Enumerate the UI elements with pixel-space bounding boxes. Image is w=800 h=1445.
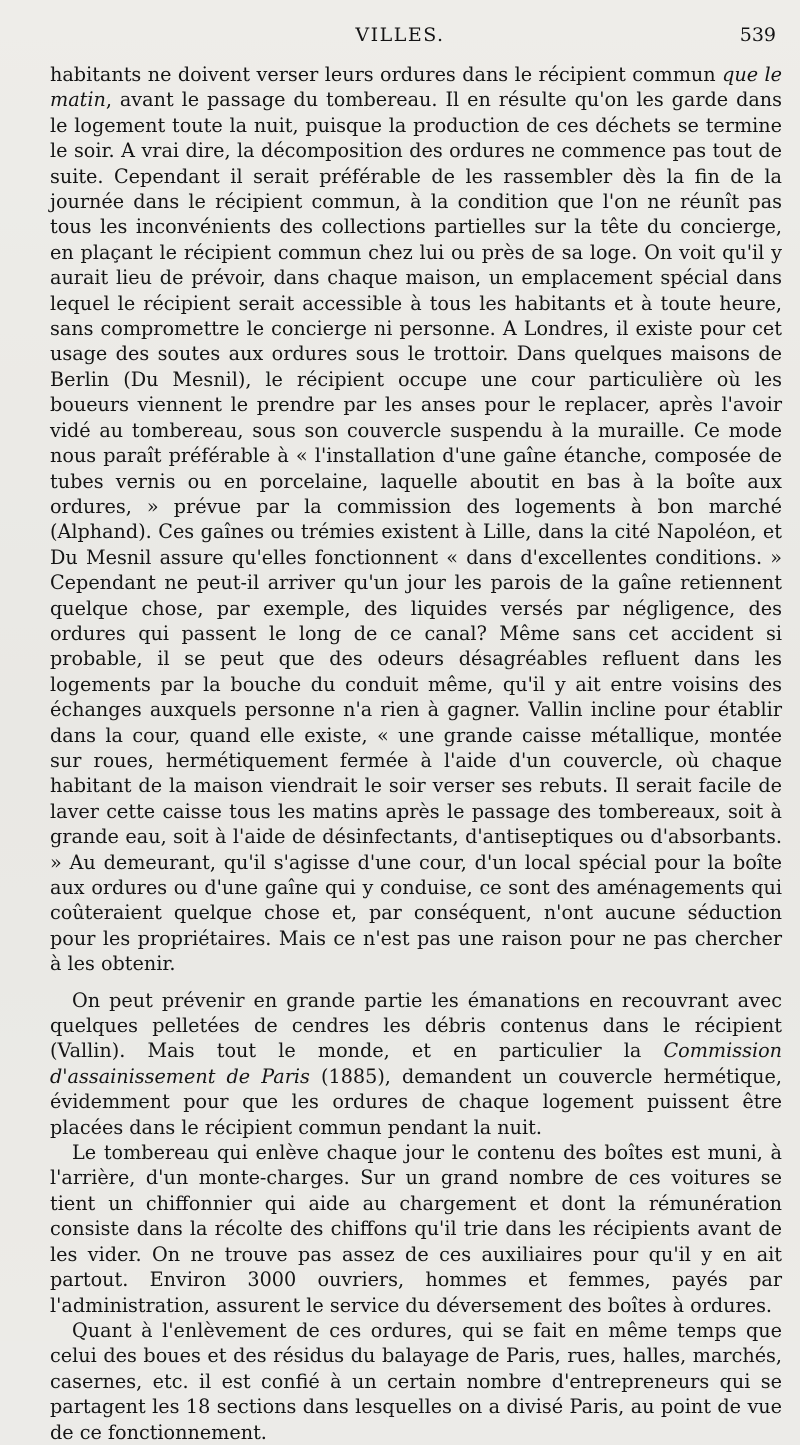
paragraph-1-italic: que le matin <box>50 63 783 112</box>
paragraph-4 <box>50 1318 782 1445</box>
paragraph-3-lead: Le tombereau qui enlève chaque jour le contenu des boîtes est muni, à l'arrière, d'un monte-charges. Sur un grand nombre de ces voitures se tient un chiffonnier qui aide au chargement et dont la rémunération consiste dans la récolte des chiffons qu'il trie dans les récipients avant de les vider. On ne trouve pas assez de ces auxiliaires pour qu'il y en ait partout. Environ 3000 ouvriers, hommes et femmes, payés par l'administration, assurent le service du déversement des boîtes à ordures. <box>50 1141 782 1317</box>
paragraph-2-rest: (1885), demandent un couvercle hermétique, évidemment pour que les ordures de chaque logement puissent être placées dans le récipient commun pendant la nuit. <box>50 1064 782 1139</box>
paragraph-1-lead: habitants ne doivent verser leurs ordures dans le récipient commun <box>50 63 723 86</box>
page-number: 539 <box>739 24 776 46</box>
running-head: VILLES. <box>355 24 445 46</box>
paragraph-1-rest: , avant le passage du tombereau. Il en résulte qu'on les garde dans le logement toute la nuit, puisque la production de ces déchets se termine le soir. A vrai dire, la décomposition des ordures ne commence pas tout de suite. Cependant il serait préférable de les rassembler dès la fin de la journée dans le récipient commun, à la condition que l'on ne réunît pas tous les inconvénients des collections partielles sur la tête du concierge, en plaçant le récipient commun chez lui ou près de sa loge. On voit qu'il y aurait lieu de prévoir, dans chaque maison, un emplacement spécial dans lequel le récipient serait accessible à tous les habitants et à toute heure, sans compromettre le concierge ni personne. A Londres, il existe pour cet usage des soutes aux ordures sous le trottoir. Dans quelques maisons de Berlin (Du Mesnil), le récipient occupe une cour particulière où les boueurs viennent le prendre par les anses pour le replacer, après l'avoir vidé au tombereau, sous son couvercle suspendu à la muraille. Ce mode nous paraît préférable à « l'installation d'une gaîne étanche, composée de tubes vernis ou en porcelaine, laquelle aboutit en bas à la boîte aux ordures, » prévue par la commission des logements à bon marché (Alphand). Ces gaînes ou trémies existent à Lille, dans la cité Napoléon, et Du Mesnil assure qu'elles fonctionnent « dans d'excellentes conditions. » Cependant ne peut-il arriver qu'un jour les parois de la gaîne retiennent quelque chose, par exemple, des liquides versés par négligence, des ordures qui passent le long de ce canal? Même sans cet accident si probable, il se peut que des odeurs désagréables refluent dans les logements par la bouche du conduit même, qu'il y ait entre voisins des échanges auxquels personne n'a rien à gagner. Vallin incline pour établir dans la cour, quand elle existe, « une grande caisse métallique, montée sur roues, hermétiquement fermée à l'aide d'un couvercle, où chaque habitant de la maison viendrait le soir verser ses rebuts. Il serait facile de laver cette caisse tous les matins après le passage des tombereaux, soit à grande eau, soit à l'aide de désinfectants, d'antiseptiques ou d'absorbants. » Au demeurant, qu'il s'agisse d'une cour, d'un local spécial pour la boîte aux ordures ou d'une gaîne qui y conduise, ce sont des aménagements qui coûteraient quelque chose et, par conséquent, n'ont aucune séduction pour les propriétaires. Mais ce n'est pas une raison pour ne pas chercher à les obtenir. <box>50 88 782 976</box>
body-text <box>50 62 782 1445</box>
paragraph-2 <box>50 988 782 1140</box>
page-header <box>0 24 800 56</box>
paragraph-2-italic: Commission d'assainissement de Paris <box>50 1039 782 1088</box>
paragraph-3 <box>50 1140 782 1318</box>
paragraph-4-lead: Quant à l'enlèvement de ces ordures, qui se fait en même temps que celui des boues et des résidus du balayage de Paris, rues, halles, marchés, casernes, etc. il est confié à un certain nombre d'entrepreneurs qui se partagent les 18 sections dans lesquelles on a divisé Paris, au point de vue de ce fonctionnement. <box>50 1318 782 1444</box>
paragraph-1 <box>50 62 782 977</box>
paragraph-2-lead: On peut prévenir en grande partie les émanations en recouvrant avec quelques pelletées de cendres les débris contenus dans le récipient (Vallin). Mais tout le monde, et en particulier la <box>50 988 782 1063</box>
